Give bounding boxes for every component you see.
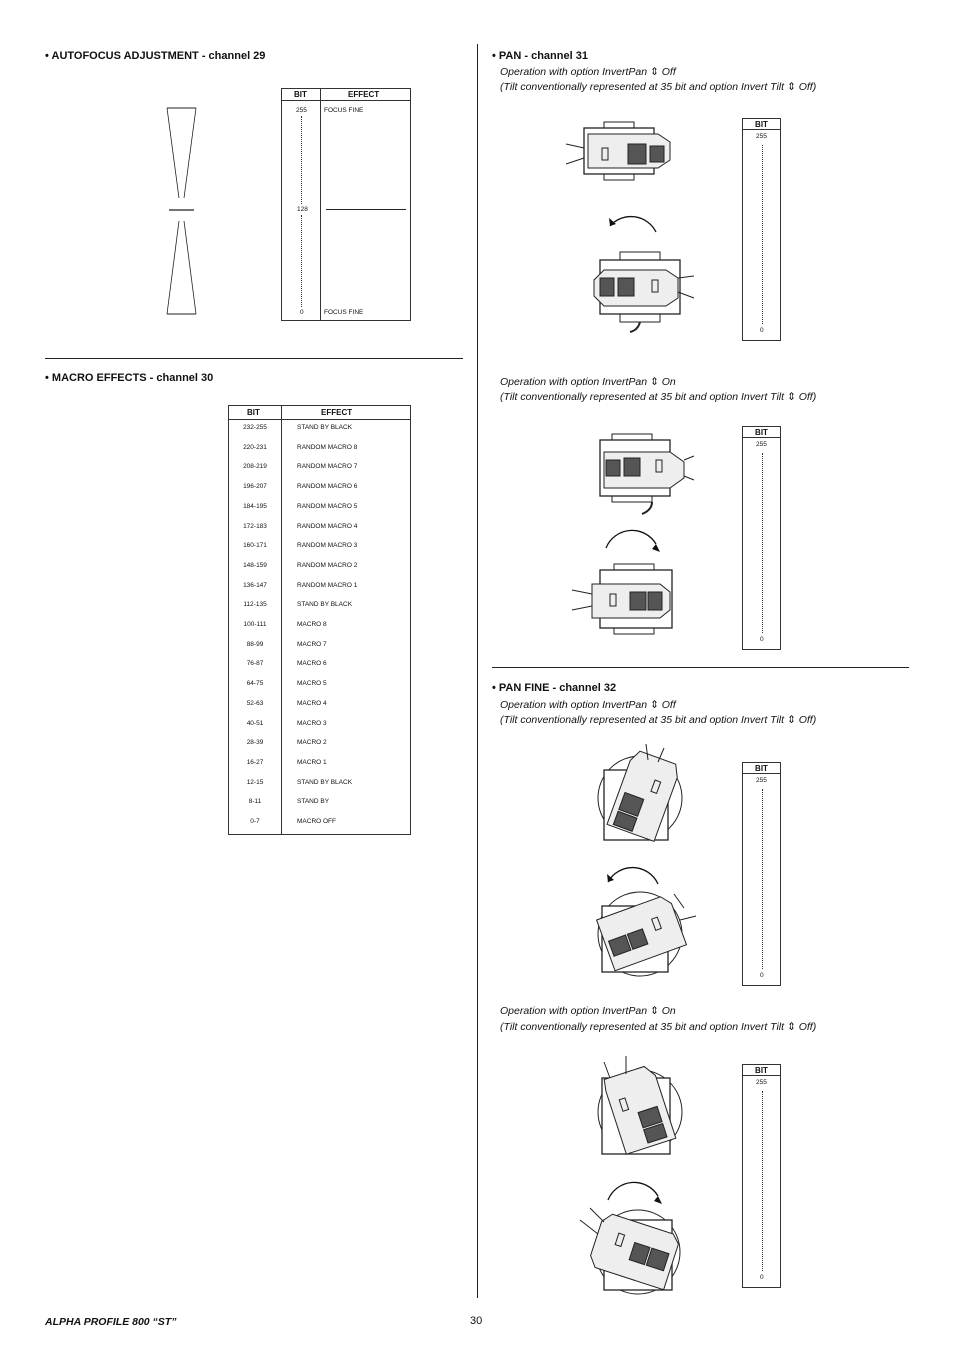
tick-128: 128 (297, 206, 308, 213)
tick-255: 255 (756, 133, 767, 140)
effect-label: RANDOM MACRO 7 (297, 463, 358, 471)
effect-label: RANDOM MACRO 3 (297, 542, 358, 550)
table-row (229, 794, 410, 814)
pan-off-bit-table (742, 118, 781, 341)
table-row (229, 696, 410, 716)
pan-fine-tilt-note: (Tilt conventionally represented at 35 bit and option Invert Tilt ⇕ Off) (500, 1021, 817, 1033)
updown-arrow-icon: ⇕ (786, 1021, 796, 1033)
table-row (229, 459, 410, 479)
effect-label: STAND BY BLACK (297, 424, 353, 431)
product-name: ALPHA PROFILE 800 “ST” (45, 1316, 177, 1328)
moving-head-rotated-view-icon (592, 746, 692, 846)
moving-head-top-view-icon (590, 250, 700, 330)
updown-arrow-icon: ⇕ (786, 81, 796, 93)
moving-head-rotated-view-icon (592, 1056, 692, 1160)
column-divider (477, 44, 478, 1298)
moving-head-top-view-icon (566, 120, 676, 182)
effect-label: MACRO 6 (297, 660, 327, 668)
effect-label: MACRO OFF (297, 818, 336, 825)
tick-0: 0 (760, 972, 764, 979)
table-row (229, 755, 410, 775)
pan-option-off: Operation with option InvertPan ⇕ Off (500, 66, 676, 78)
bit-column-header: BIT (743, 763, 780, 774)
table-row (229, 637, 410, 657)
effect-label: MACRO 3 (297, 719, 327, 727)
bit-range: 0-7 (250, 818, 260, 825)
table-row (229, 716, 410, 736)
bit-range: 12-15 (246, 778, 264, 786)
effect-column-header: EFFECT (348, 90, 380, 99)
bit-range: 208-219 (243, 463, 267, 471)
effect-label: RANDOM MACRO 5 (297, 502, 358, 510)
table-row (229, 499, 410, 519)
updown-arrow-icon: ⇕ (650, 66, 659, 78)
bit-range: 196-207 (243, 483, 267, 491)
table-row (229, 597, 410, 617)
table-row (229, 558, 410, 578)
tick-255: 255 (756, 441, 767, 448)
table-row (229, 735, 410, 755)
pan-option-on: Operation with option InvertPan ⇕ On (500, 376, 676, 388)
moving-head-rotated-view-icon (592, 890, 702, 980)
left-section-divider (45, 358, 463, 359)
bit-range: 136-147 (243, 581, 267, 589)
rotation-arrow-icon (602, 524, 662, 554)
tick-255: 255 (296, 107, 307, 114)
effect-label: MACRO 1 (297, 758, 327, 766)
pan-fine-option-on: Operation with option InvertPan ⇕ On (500, 1005, 676, 1017)
table-row (229, 538, 410, 558)
bit-column-header: BIT (743, 119, 780, 130)
effect-label: RANDOM MACRO 2 (297, 561, 358, 569)
rotation-arrow-icon (604, 206, 664, 234)
bit-range: 100-111 (243, 621, 267, 628)
right-section-divider (492, 667, 909, 668)
bit-range: 28-39 (246, 739, 264, 747)
table-row (229, 420, 410, 440)
table-row (229, 519, 410, 539)
bit-range: 160-171 (243, 542, 267, 550)
bit-column-header: BIT (743, 1065, 780, 1076)
bit-column-header: BIT (743, 427, 780, 438)
effect-label: RANDOM MACRO 6 (297, 483, 358, 491)
table-row (229, 676, 410, 696)
effect-label: MACRO 7 (297, 640, 327, 648)
effect-label: MACRO 5 (297, 680, 327, 688)
tick-255: 255 (756, 777, 767, 784)
updown-arrow-icon: ⇕ (650, 699, 659, 711)
effect-label: MACRO 4 (297, 699, 327, 707)
focus-beam-diagram (164, 106, 204, 318)
bit-range: 232-255 (243, 424, 267, 431)
pan-fine-off-bit-table (742, 762, 781, 986)
effect-focus-fine-bottom: FOCUS FINE (324, 309, 364, 316)
tick-0: 0 (760, 327, 764, 334)
page-number: 30 (470, 1315, 483, 1327)
bit-range: 148-159 (243, 561, 267, 569)
effect-label: MACRO 2 (297, 739, 327, 747)
pan-heading: • PAN - channel 31 (492, 50, 588, 62)
pan-tilt-note: (Tilt conventionally represented at 35 bit and option Invert Tilt ⇕ Off) (500, 81, 817, 93)
tick-255: 255 (756, 1079, 767, 1086)
pan-tilt-note: (Tilt conventionally represented at 35 bit and option Invert Tilt ⇕ Off) (500, 391, 817, 403)
pan-fine-on-bit-table (742, 1064, 781, 1288)
moving-head-top-view-icon (596, 432, 706, 512)
updown-arrow-icon: ⇕ (786, 391, 796, 403)
effect-label: STAND BY BLACK (297, 601, 353, 609)
table-row (229, 578, 410, 598)
effect-label: MACRO 8 (297, 621, 327, 628)
table-row (229, 656, 410, 676)
bit-range: 112-135 (243, 601, 267, 609)
bit-range: 172-183 (243, 522, 267, 530)
bit-range: 8-11 (248, 798, 262, 806)
rotation-arrow-icon (602, 862, 662, 890)
table-row (229, 440, 410, 460)
effect-label: STAND BY (297, 798, 330, 806)
bit-column-header: BIT (247, 408, 260, 417)
table-row (229, 775, 410, 795)
updown-arrow-icon: ⇕ (786, 714, 796, 726)
moving-head-rotated-view-icon (580, 1206, 690, 1298)
table-row (229, 814, 410, 834)
updown-arrow-icon: ⇕ (650, 376, 659, 388)
table-row (229, 617, 410, 637)
pan-fine-tilt-note: (Tilt conventionally represented at 35 bit and option Invert Tilt ⇕ Off) (500, 714, 817, 726)
macro-heading: • MACRO EFFECTS - channel 30 (45, 372, 214, 384)
rotation-arrow-icon (604, 1176, 664, 1206)
bit-range: 16-27 (246, 758, 264, 766)
bit-column-header: BIT (294, 90, 307, 99)
effect-label: RANDOM MACRO 1 (297, 581, 358, 589)
pan-fine-option-off: Operation with option InvertPan ⇕ Off (500, 699, 676, 711)
updown-arrow-icon: ⇕ (650, 1005, 659, 1017)
bit-range: 40-51 (246, 719, 264, 727)
effect-label: RANDOM MACRO 4 (297, 522, 358, 530)
bit-range: 64-75 (246, 680, 264, 688)
effect-column-header: EFFECT (321, 408, 353, 417)
tick-0: 0 (760, 636, 764, 643)
macro-table (228, 405, 411, 835)
moving-head-top-view-icon (570, 562, 680, 638)
autofocus-table (281, 88, 411, 321)
bit-range: 184-195 (243, 502, 267, 510)
tick-0: 0 (760, 1274, 764, 1281)
autofocus-heading: • AUTOFOCUS ADJUSTMENT - channel 29 (45, 50, 266, 62)
bit-range: 220-231 (243, 443, 267, 451)
bit-range: 76-87 (246, 660, 264, 668)
pan-fine-heading: • PAN FINE - channel 32 (492, 682, 617, 694)
tick-0: 0 (300, 309, 304, 316)
pan-on-bit-table (742, 426, 781, 650)
effect-label: STAND BY BLACK (297, 778, 353, 786)
bit-range: 88-99 (246, 640, 264, 648)
table-row (229, 479, 410, 499)
effect-focus-fine-top: FOCUS FINE (324, 107, 364, 114)
bit-range: 52-63 (246, 699, 264, 707)
effect-label: RANDOM MACRO 8 (297, 443, 358, 451)
